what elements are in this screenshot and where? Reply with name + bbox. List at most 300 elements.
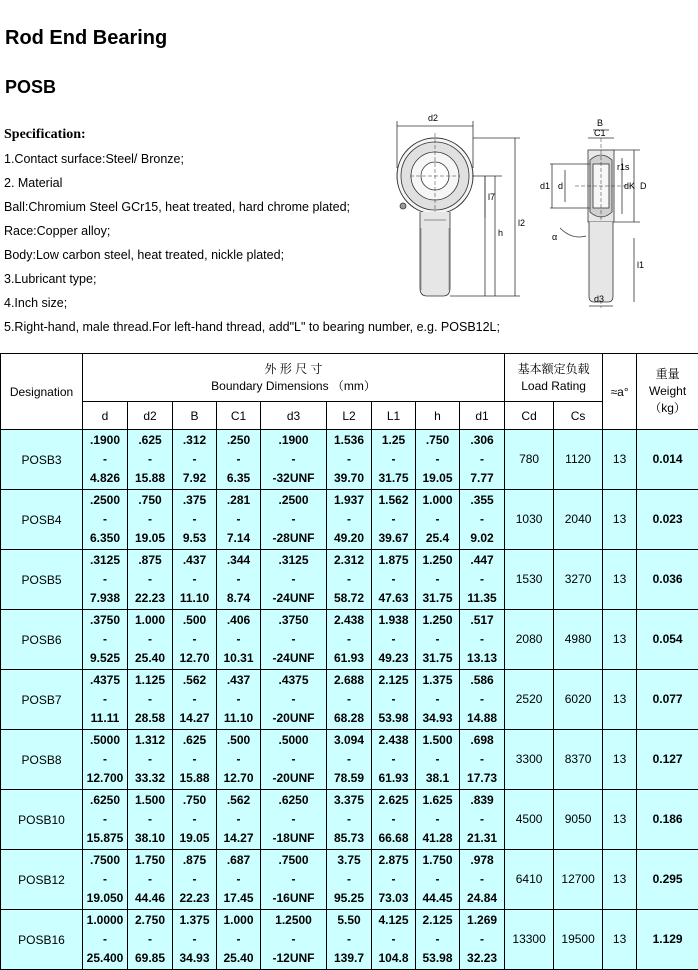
table-row — [1, 730, 698, 790]
dimension-value-bot: 14.27 — [223, 831, 254, 845]
dimension-value-mid: - — [347, 572, 351, 586]
column-header-3: C1 — [217, 402, 261, 430]
dimension-value-mid: - — [347, 752, 351, 766]
dimension-cell — [173, 490, 217, 550]
dimension-value-bot: -12UNF — [272, 951, 315, 965]
dimension-value-top: 1.000 — [223, 913, 254, 927]
designation-header: Designation — [1, 354, 83, 430]
dimension-cell — [83, 850, 128, 910]
dimension-cell — [261, 430, 327, 490]
dimension-value-bot: 25.40 — [134, 651, 166, 665]
dimension-value-top: .500 — [182, 613, 207, 627]
dimension-value-mid: - — [148, 692, 152, 706]
dimension-value-top: .344 — [226, 553, 251, 567]
dimension-value-bot: 17.73 — [467, 771, 498, 785]
dimension-value-top: .500 — [226, 733, 251, 747]
dimension-value-top: 1.562 — [378, 493, 409, 507]
dimension-value-mid: - — [435, 692, 440, 706]
dimension-value-mid: - — [192, 512, 197, 526]
dimension-value-mid: - — [480, 692, 485, 706]
dimension-value-bot: 13.13 — [467, 651, 498, 665]
dimension-value-mid: - — [435, 752, 440, 766]
dimension-value-bot: -24UNF — [272, 651, 315, 665]
dimension-cell — [173, 430, 217, 490]
dimension-value-mid: - — [236, 572, 241, 586]
dimension-value-bot: 4.826 — [89, 471, 121, 485]
dimension-value-mid: - — [435, 572, 440, 586]
dimension-value-bot: 19.05 — [422, 471, 453, 485]
dimension-value-bot: 38.10 — [134, 831, 166, 845]
table-row — [1, 850, 698, 910]
dimension-cell — [372, 670, 416, 730]
dimension-value-bot: 95.25 — [333, 891, 365, 905]
dimension-value-mid: - — [103, 872, 107, 886]
dimension-value-bot: 78.59 — [333, 771, 365, 785]
dimension-value-bot: 34.93 — [422, 711, 453, 725]
dimension-value-top: .562 — [182, 673, 207, 687]
designation-cell: POSB8 — [1, 730, 83, 790]
dimension-value-mid: - — [236, 452, 241, 466]
dimension-value-bot: 33.32 — [134, 771, 166, 785]
dimension-value-mid: - — [103, 512, 107, 526]
dimension-value-top: .7500 — [278, 853, 309, 867]
bearing-dimensions-table — [0, 353, 698, 970]
dimension-value-mid: - — [291, 452, 296, 466]
dimension-value-mid: - — [148, 872, 152, 886]
angle-cell: 13 — [603, 610, 637, 670]
table-row — [1, 550, 698, 610]
dimension-cell — [460, 850, 505, 910]
dimension-value-mid: - — [435, 872, 440, 886]
dimension-value-mid: - — [103, 572, 107, 586]
angle-cell: 13 — [603, 550, 637, 610]
dimension-value-top: 2.750 — [134, 913, 166, 927]
dimension-cell — [217, 910, 261, 970]
dimension-value-mid: - — [148, 752, 152, 766]
dimension-value-top: .4375 — [89, 673, 121, 687]
dimension-cell — [372, 610, 416, 670]
dimension-value-bot: -28UNF — [272, 531, 315, 545]
label-b: B — [597, 118, 604, 128]
weight-cell: 0.295 — [637, 850, 698, 910]
column-header-0: d — [83, 402, 128, 430]
dimension-value-top: .447 — [470, 553, 494, 567]
dimension-cell — [416, 730, 460, 790]
dimension-value-top: .2500 — [278, 493, 309, 507]
label-l7: l7 — [488, 192, 496, 202]
dimension-cell — [217, 430, 261, 490]
dimension-cell — [217, 550, 261, 610]
dimension-value-bot: 34.93 — [179, 951, 210, 965]
designation-cell: POSB12 — [1, 850, 83, 910]
dimension-value-bot: 6.350 — [89, 531, 121, 545]
dimension-value-mid: - — [192, 452, 197, 466]
dimension-cell — [128, 790, 173, 850]
dimension-value-bot: 14.88 — [467, 711, 498, 725]
dimension-value-mid: - — [435, 932, 440, 946]
dimension-cell — [128, 430, 173, 490]
dimension-value-mid: - — [291, 632, 296, 646]
dimension-cell — [173, 790, 217, 850]
dimension-cell — [128, 490, 173, 550]
dimension-cell — [416, 430, 460, 490]
dimension-value-top: .5000 — [89, 733, 121, 747]
dimension-value-top: 1.375 — [179, 913, 210, 927]
dimension-value-mid: - — [291, 812, 296, 826]
dimension-value-top: .562 — [226, 793, 251, 807]
dimension-value-mid: - — [148, 812, 152, 826]
dimension-value-mid: - — [148, 572, 152, 586]
dimension-value-top: 3.375 — [333, 793, 365, 807]
boundary-header-cn: 外 形 尺 寸 — [264, 361, 323, 376]
dimension-cell — [261, 670, 327, 730]
dimension-value-mid: - — [391, 812, 396, 826]
boundary-dimensions-header — [83, 354, 505, 402]
spec-line: 3.Lubricant type; — [4, 272, 97, 286]
dimension-value-mid: - — [103, 812, 107, 826]
label-alpha: α — [552, 232, 558, 242]
dimension-value-top: 5.50 — [337, 913, 361, 927]
dimension-cell — [372, 490, 416, 550]
dimension-value-mid: - — [480, 872, 485, 886]
dimension-value-bot: 68.28 — [333, 711, 365, 725]
angle-cell: 13 — [603, 670, 637, 730]
weight-header-en: Weight — [649, 384, 687, 398]
dimension-cell — [83, 670, 128, 730]
dimension-cell — [372, 730, 416, 790]
dimension-cell — [173, 550, 217, 610]
dimension-value-top: 1.250 — [422, 613, 453, 627]
dimension-value-top: 1.625 — [422, 793, 453, 807]
angle-cell: 13 — [603, 790, 637, 850]
dimension-cell — [83, 910, 128, 970]
load-column-header-0: Cd — [505, 402, 554, 430]
cs-cell: 6020 — [554, 670, 603, 730]
dimension-value-mid: - — [391, 512, 396, 526]
dimension-value-mid: - — [435, 512, 440, 526]
column-header-1: d2 — [128, 402, 173, 430]
dimension-value-bot: 31.75 — [378, 471, 409, 485]
dimension-value-mid: - — [391, 872, 396, 886]
dimension-value-bot: 19.05 — [179, 831, 210, 845]
dimension-value-top: 2.875 — [378, 853, 409, 867]
dimension-value-mid: - — [148, 452, 152, 466]
dimension-value-mid: - — [192, 752, 197, 766]
dimension-value-bot: 44.45 — [422, 891, 453, 905]
dimension-value-top: .437 — [182, 553, 207, 567]
dimension-cell — [173, 910, 217, 970]
dimension-value-bot: 85.73 — [333, 831, 365, 845]
dimension-value-top: 1.312 — [134, 733, 166, 747]
dimension-value-bot: 31.75 — [422, 591, 453, 605]
dimension-cell — [128, 850, 173, 910]
dimension-cell — [416, 490, 460, 550]
dimension-value-top: .517 — [470, 613, 494, 627]
dimension-value-mid: - — [192, 872, 197, 886]
dimension-cell — [416, 610, 460, 670]
label-r1s: r1s — [617, 162, 630, 172]
dimension-value-top: 1.750 — [134, 853, 166, 867]
dimension-value-top: 1.500 — [134, 793, 166, 807]
label-dk: dK — [624, 181, 636, 191]
dimension-value-mid: - — [480, 812, 485, 826]
dimension-value-mid: - — [236, 932, 241, 946]
dimension-value-bot: 9.02 — [470, 531, 494, 545]
dimension-value-top: 2.688 — [333, 673, 365, 687]
table-subheader-row — [1, 402, 698, 430]
dimension-cell — [173, 730, 217, 790]
angle-cell: 13 — [603, 430, 637, 490]
dimension-value-top: .4375 — [278, 673, 309, 687]
dimension-cell — [416, 550, 460, 610]
dimension-value-bot: 17.45 — [223, 891, 254, 905]
dimension-value-top: 1.938 — [378, 613, 409, 627]
dimension-value-top: .6250 — [278, 793, 309, 807]
weight-cell: 1.129 — [637, 910, 698, 970]
dimension-value-top: 1.937 — [333, 493, 365, 507]
label-d: d — [558, 181, 564, 191]
load-rating-header — [505, 354, 603, 402]
dimension-value-top: 1.750 — [422, 853, 453, 867]
dimension-cell — [128, 550, 173, 610]
label-big-d: D — [640, 181, 647, 191]
dimension-value-top: 1.375 — [422, 673, 453, 687]
dimension-value-top: 1.125 — [134, 673, 166, 687]
label-l2: l2 — [518, 218, 526, 228]
dimension-value-top: .698 — [470, 733, 494, 747]
cd-cell: 2520 — [505, 670, 554, 730]
dimension-value-bot: 7.938 — [89, 591, 121, 605]
dimension-cell — [83, 730, 128, 790]
table-row — [1, 670, 698, 730]
dimension-value-bot: 15.88 — [179, 771, 210, 785]
dimension-value-mid: - — [347, 812, 351, 826]
label-h: h — [498, 228, 504, 238]
dimension-cell — [327, 730, 372, 790]
dimension-value-bot: 47.63 — [378, 591, 409, 605]
dimension-cell — [460, 610, 505, 670]
dimension-value-top: .281 — [226, 493, 251, 507]
column-header-6: L1 — [372, 402, 416, 430]
load-header-en: Load Rating — [521, 378, 586, 393]
dimension-cell — [460, 730, 505, 790]
dimension-cell — [173, 670, 217, 730]
label-d3: d3 — [594, 294, 605, 304]
dimension-cell — [460, 910, 505, 970]
dimension-value-bot: 15.88 — [134, 471, 166, 485]
weight-cell: 0.077 — [637, 670, 698, 730]
model-heading: POSB — [5, 77, 57, 97]
dimension-cell — [83, 490, 128, 550]
dimension-cell — [83, 610, 128, 670]
dimension-value-bot: 6.35 — [226, 471, 251, 485]
dimension-value-bot: -20UNF — [272, 711, 315, 725]
weight-cell: 0.014 — [637, 430, 698, 490]
dimension-value-bot: -20UNF — [272, 771, 315, 785]
dimension-value-mid: - — [480, 572, 485, 586]
dimension-value-mid: - — [391, 452, 396, 466]
dimension-value-bot: 31.75 — [422, 651, 453, 665]
dimension-cell — [327, 610, 372, 670]
dimension-cell — [460, 550, 505, 610]
dimension-value-mid: - — [192, 812, 197, 826]
dimension-cell — [327, 910, 372, 970]
dimension-value-mid: - — [103, 632, 107, 646]
dimension-value-mid: - — [391, 932, 396, 946]
dimension-cell — [327, 790, 372, 850]
dimension-value-bot: 7.92 — [182, 471, 207, 485]
dimension-value-mid: - — [291, 932, 296, 946]
dimension-cell — [327, 550, 372, 610]
dimension-value-bot: 58.72 — [333, 591, 365, 605]
dimension-cell — [460, 490, 505, 550]
dimension-value-bot: 61.93 — [333, 651, 365, 665]
spec-line: Race:Copper alloy; — [4, 224, 111, 238]
cd-cell: 13300 — [505, 910, 554, 970]
bearing-technical-drawing — [390, 108, 690, 313]
boundary-header-en: Boundary Dimensions （mm） — [211, 378, 376, 393]
dimension-value-top: 1.269 — [467, 913, 498, 927]
dimension-value-top: .375 — [182, 493, 207, 507]
dimension-value-bot: 28.58 — [134, 711, 166, 725]
column-header-8: d1 — [460, 402, 505, 430]
dimension-cell — [460, 670, 505, 730]
angle-header: ≈a° — [603, 354, 637, 430]
dimension-value-top: .312 — [182, 433, 207, 447]
dimension-value-mid: - — [435, 812, 440, 826]
cs-cell: 3270 — [554, 550, 603, 610]
dimension-value-bot: 39.70 — [333, 471, 365, 485]
dimension-value-top: .750 — [425, 433, 450, 447]
dimension-value-bot: 9.53 — [182, 531, 207, 545]
dimension-value-top: 1.500 — [422, 733, 453, 747]
load-header-cn: 基本额定负载 — [517, 361, 590, 376]
dimension-value-bot: 66.68 — [378, 831, 409, 845]
angle-cell: 13 — [603, 490, 637, 550]
designation-cell: POSB10 — [1, 790, 83, 850]
dimension-value-bot: 44.46 — [134, 891, 166, 905]
dimension-value-bot: 61.93 — [378, 771, 409, 785]
dimension-value-mid: - — [103, 752, 107, 766]
dimension-value-top: .750 — [182, 793, 207, 807]
dimension-value-bot: 25.4 — [425, 531, 450, 545]
dimension-cell — [261, 610, 327, 670]
dimension-value-bot: 12.70 — [223, 771, 254, 785]
dimension-value-bot: -24UNF — [272, 591, 315, 605]
dimension-cell — [261, 490, 327, 550]
dimension-value-bot: 10.31 — [223, 651, 254, 665]
dimension-value-top: 1.250 — [422, 553, 453, 567]
dimension-value-top: 2.125 — [422, 913, 453, 927]
dimension-value-mid: - — [347, 452, 351, 466]
dimension-value-top: .625 — [138, 433, 162, 447]
dimension-value-top: .1900 — [89, 433, 121, 447]
dimension-value-bot: 21.31 — [467, 831, 498, 845]
column-header-4: d3 — [261, 402, 327, 430]
dimension-value-mid: - — [480, 452, 485, 466]
dimension-cell — [261, 550, 327, 610]
cd-cell: 6410 — [505, 850, 554, 910]
dimension-cell — [372, 850, 416, 910]
dimension-value-bot: 7.14 — [226, 531, 251, 545]
dimension-value-mid: - — [480, 752, 485, 766]
table-row — [1, 910, 698, 970]
dimension-value-top: 1.000 — [134, 613, 166, 627]
dimension-value-mid: - — [291, 752, 296, 766]
dimension-value-mid: - — [480, 632, 485, 646]
label-c1: C1 — [594, 128, 606, 138]
dimension-cell — [416, 910, 460, 970]
weight-header-unit: （kg） — [649, 401, 686, 415]
angle-cell: 13 — [603, 730, 637, 790]
designation-cell: POSB6 — [1, 610, 83, 670]
dimension-value-top: .306 — [470, 433, 494, 447]
dimension-cell — [416, 790, 460, 850]
spec-line: Body:Low carbon steel, heat treated, nickle plated; — [4, 248, 285, 262]
dimension-value-mid: - — [480, 932, 485, 946]
dimension-value-top: .586 — [470, 673, 494, 687]
dimension-value-top: 1.25 — [381, 433, 406, 447]
dimension-value-mid: - — [103, 692, 107, 706]
cd-cell: 2080 — [505, 610, 554, 670]
label-d1: d1 — [540, 181, 551, 191]
dimension-value-top: .6250 — [89, 793, 121, 807]
dimension-value-bot: 53.98 — [422, 951, 453, 965]
dimension-value-top: .3750 — [278, 613, 309, 627]
weight-header-cn: 重量 — [655, 367, 680, 381]
dimension-value-bot: 12.700 — [86, 771, 124, 785]
weight-cell: 0.054 — [637, 610, 698, 670]
dimension-cell — [261, 730, 327, 790]
dimension-value-mid: - — [391, 632, 396, 646]
weight-cell: 0.127 — [637, 730, 698, 790]
weight-cell: 0.186 — [637, 790, 698, 850]
dimension-cell — [83, 550, 128, 610]
dimension-value-top: .406 — [226, 613, 251, 627]
dimension-cell — [372, 430, 416, 490]
spec-line: 2. Material — [4, 176, 63, 190]
dimension-cell — [217, 490, 261, 550]
dimension-value-bot: 104.8 — [378, 951, 409, 965]
dimension-value-bot: 69.85 — [134, 951, 166, 965]
dimension-value-mid: - — [480, 512, 485, 526]
designation-cell: POSB3 — [1, 430, 83, 490]
dimension-value-top: 2.125 — [378, 673, 409, 687]
dimension-value-bot: 49.20 — [333, 531, 365, 545]
cs-cell: 19500 — [554, 910, 603, 970]
dimension-value-bot: 25.40 — [223, 951, 254, 965]
dimension-value-bot: 41.28 — [422, 831, 453, 845]
spec-line: 4.Inch size; — [4, 296, 68, 310]
cs-cell: 4980 — [554, 610, 603, 670]
spec-line: Ball:Chromium Steel GCr15, heat treated, hard chrome plated; — [4, 200, 351, 214]
dimension-value-mid: - — [236, 812, 241, 826]
dimension-value-bot: 73.03 — [378, 891, 409, 905]
side-view — [550, 130, 640, 308]
dimension-value-bot: 11.35 — [467, 591, 497, 605]
dimension-value-top: 1.536 — [333, 433, 365, 447]
dimension-value-top: 2.438 — [378, 733, 409, 747]
cs-cell: 8370 — [554, 730, 603, 790]
dimension-cell — [173, 850, 217, 910]
dimension-cell — [128, 730, 173, 790]
dimension-cell — [261, 910, 327, 970]
dimension-cell — [327, 670, 372, 730]
dimension-value-top: 3.094 — [333, 733, 365, 747]
dimension-cell — [173, 610, 217, 670]
cd-cell: 3300 — [505, 730, 554, 790]
designation-cell: POSB16 — [1, 910, 83, 970]
